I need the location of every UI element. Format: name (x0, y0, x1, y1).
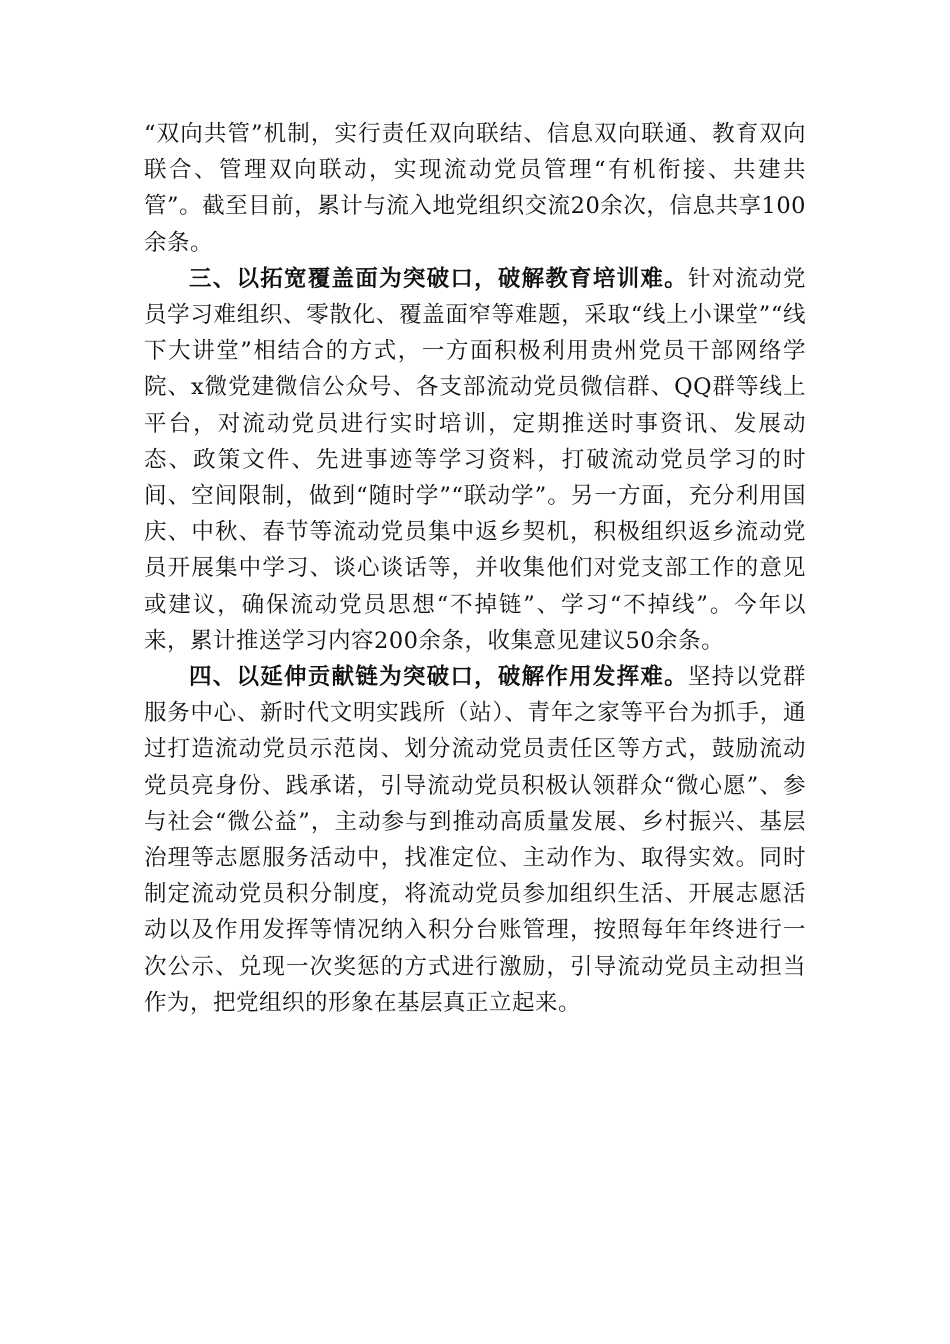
paragraph-continuation: “双向共管”机制，实行责任双向联结、信息双向联通、教育双向联合、管理双向联动，实现流动党员管理“有机衔接、共建共管”。截至目前，累计与流入地党组织交流20余次，信息共享100余条。 (144, 121, 806, 256)
section-3-body: 针对流动党员学习难组织、零散化、覆盖面窄等难题，采取“线上小课堂”“线下大讲堂”相结合的方式，一方面积极利用贵州党员干部网络学院、x微党建微信公众号、各支部流动党员微信群、QQ群等线上平台，对流动党员进行实时培训，定期推送时事资讯、发展动态、政策文件、先进事迹等学习资料，打破流动党员学习的时间、空间限制，做到“随时学”“联动学”。另一方面，充分利用国庆、中秋、春节等流动党员集中返乡契机，积极组织返乡流动党员开展集中学习、谈心谈话等，并收集他们对党支部工作的意见或建议，确保流动党员思想“不掉链”、学习“不掉线”。今年以来，累计推送学习内容200余条，收集意见建议50余条。 (144, 265, 806, 654)
section-3-heading: 三、以拓宽覆盖面为突破口，破解教育培训难。 (189, 265, 688, 292)
section-4-paragraph (144, 659, 806, 1021)
document-page (144, 116, 806, 1021)
section-4-body: 坚持以党群服务中心、新时代文明实践所（站）、青年之家等平台为抓手，通过打造流动党员示范岗、划分流动党员责任区等方式，鼓励流动党员亮身份、践承诺，引导流动党员积极认领群众“微心愿”、参与社会“微公益”，主动参与到推动高质量发展、乡村振兴、基层治理等志愿服务活动中，找准定位、主动作为、取得实效。同时制定流动党员积分制度，将流动党员参加组织生活、开展志愿活动以及作用发挥等情况纳入积分台账管理，按照每年年终进行一次公示、兑现一次奖惩的方式进行激励，引导流动党员主动担当作为，把党组织的形象在基层真正立起来。 (144, 664, 806, 1016)
section-3-paragraph (144, 261, 806, 659)
section-4-heading: 四、以延伸贡献链为突破口，破解作用发挥难。 (189, 664, 688, 691)
